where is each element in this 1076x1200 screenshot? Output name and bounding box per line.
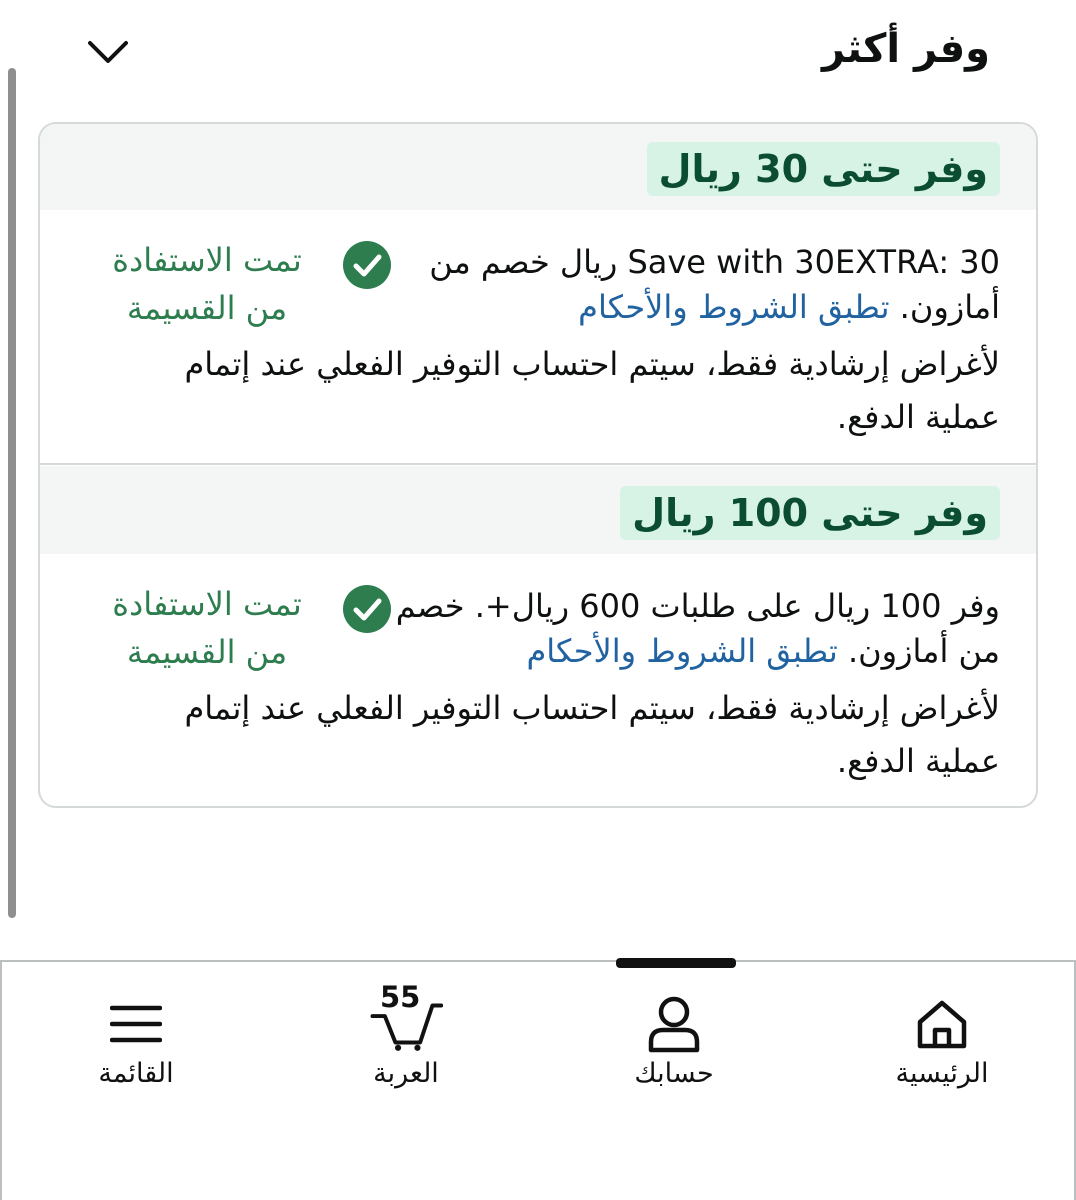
- nav-menu[interactable]: [46, 984, 226, 1114]
- check-circle-icon: [342, 584, 392, 634]
- offers-card: [38, 122, 1038, 808]
- nav-account[interactable]: [584, 984, 764, 1114]
- offer-note: لأغراض إرشادية فقط، سيتم احتساب التوفير الفعلي عند إتمام عملية الدفع.: [184, 345, 1000, 436]
- chevron-down-icon: [85, 37, 131, 67]
- divider: [40, 463, 1036, 465]
- cart-count-badge: 55: [380, 980, 421, 1014]
- coupon-applied-label: تمت الاستفادة من القسيمة: [112, 241, 302, 327]
- savings-badge: وفر حتى 30 ريال: [647, 142, 1000, 196]
- sheet-header: [0, 0, 1076, 110]
- offer-description-text: Save with 30EXTRA: 30 ريال خصم من أمازون.: [429, 243, 1000, 326]
- offer-item: [40, 124, 1036, 464]
- sheet-title: وفر أكثر: [821, 26, 990, 72]
- person-icon: [637, 992, 711, 1056]
- offer-note: لأغراض إرشادية فقط، سيتم احتساب التوفير الفعلي عند إتمام عملية الدفع.: [184, 689, 1000, 780]
- offer-description-text: وفر 100 ريال على طلبات 600 ريال+. خصم من أمازون.: [395, 587, 1000, 670]
- terms-link[interactable]: تطبق الشروط والأحكام: [578, 288, 890, 326]
- terms-link[interactable]: تطبق الشروط والأحكام: [526, 632, 838, 670]
- offer-header: [40, 466, 1036, 554]
- nav-cart-label: العربة: [373, 1058, 439, 1089]
- scrollbar[interactable]: [8, 68, 16, 918]
- nav-home-label: الرئيسية: [895, 1058, 989, 1089]
- nav-account-label: حسابك: [634, 1058, 714, 1089]
- active-tab-indicator: [616, 958, 736, 968]
- collapse-button[interactable]: [82, 30, 134, 74]
- check-circle-icon: [342, 240, 392, 290]
- coupon-applied-status: [102, 580, 392, 690]
- offer-description: [390, 584, 1000, 674]
- offer-item: [40, 466, 1036, 808]
- offer-header: [40, 124, 1036, 210]
- home-icon: [905, 992, 979, 1056]
- hamburger-icon: [99, 992, 173, 1056]
- coupon-applied-status: [102, 236, 392, 346]
- nav-home[interactable]: [852, 984, 1032, 1114]
- savings-badge: وفر حتى 100 ريال: [620, 486, 1000, 540]
- coupon-applied-label: تمت الاستفادة من القسيمة: [112, 585, 302, 671]
- nav-menu-label: القائمة: [98, 1058, 174, 1089]
- offer-description: [390, 240, 1000, 330]
- bottom-nav: [0, 960, 1076, 1200]
